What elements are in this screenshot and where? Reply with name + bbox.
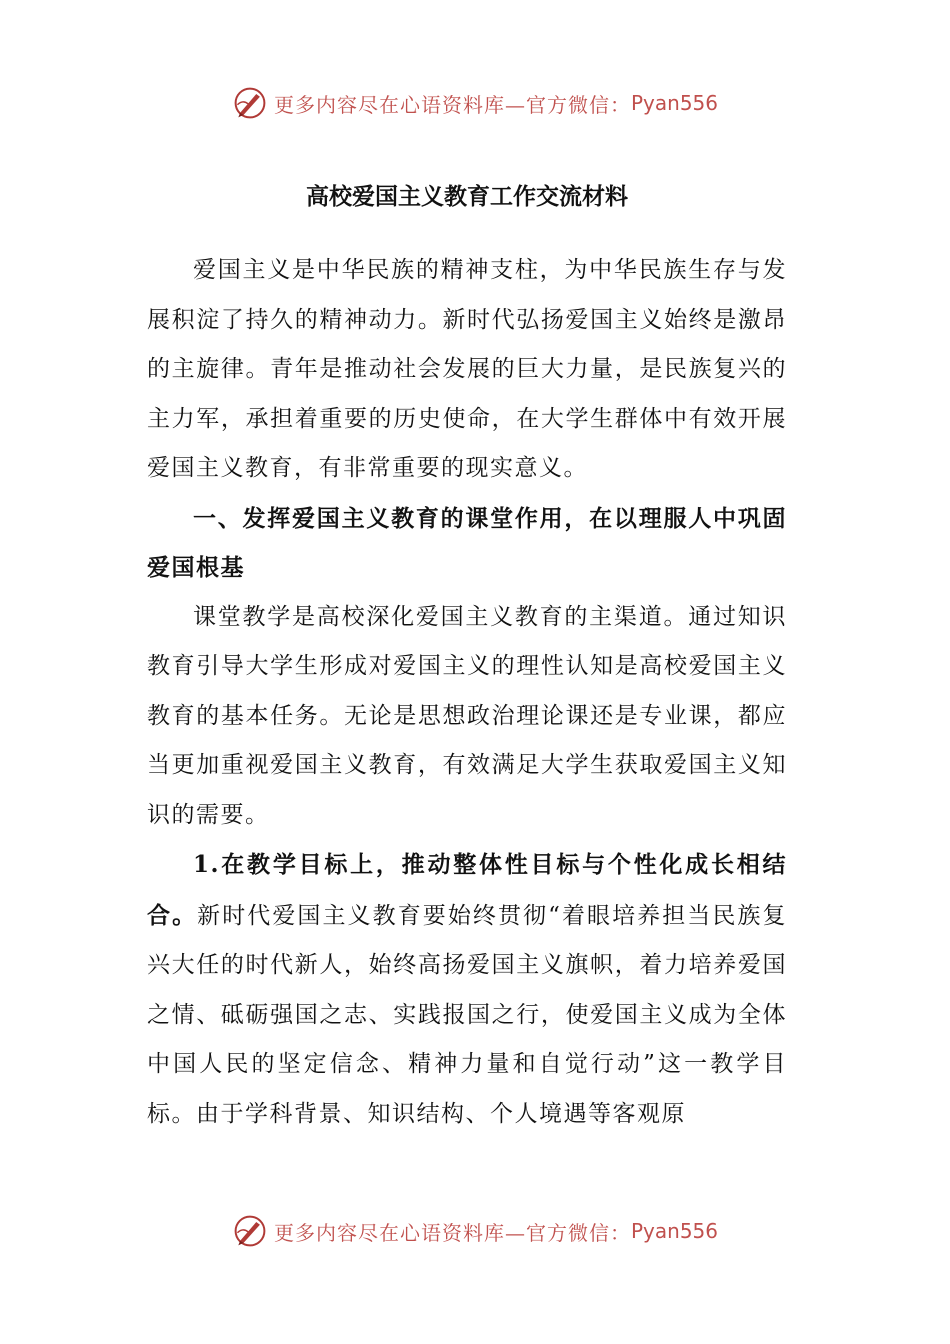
pen-logo-icon <box>232 85 268 121</box>
watermark-text: 更多内容尽在心语资料库—官方微信： <box>273 1220 631 1245</box>
header-watermark <box>0 78 950 128</box>
document-body <box>147 172 787 1139</box>
section-heading-1: 一、发挥爱国主义教育的课堂作用，在以理服人中巩固爱国根基 <box>147 504 787 581</box>
document-title: 高校爱国主义教育工作交流材料 <box>306 183 628 210</box>
watermark-text: 更多内容尽在心语资料库—官方微信： <box>273 92 631 117</box>
watermark-wechat-id: Pyan556 <box>630 91 718 115</box>
footer-watermark <box>0 1206 950 1256</box>
paragraph-intro: 爱国主义是中华民族的精神支柱，为中华民族生存与发展积淀了持久的精神动力。新时代弘扬爱国主义始终是激昂的主旋律。青年是推动社会发展的巨大力量，是民族复兴的主力军，承担着重要的历史使命，在大学生群体中有效开展爱国主义教育，有非常重要的现实意义。 <box>147 257 787 481</box>
paragraph-teaching-goal-body: 新时代爱国主义教育要始终贯彻“着眼培养担当民族复兴大任的时代新人，始终高扬爱国主义旗帜，着力培养爱国之情、砥砺强国之志、实践报国之行，使爱国主义成为全体中国人民的坚定信念、精神力量和自觉行动”这一教学目标。由于学科背景、知识结构、个人境遇等客观原 <box>147 902 787 1127</box>
pen-logo-icon <box>232 1213 268 1249</box>
subheading-teaching-goal: 1.在教学目标上，推动整体性目标与个性化成长相结合。 <box>147 851 787 929</box>
watermark-wechat-id: Pyan556 <box>630 1219 718 1243</box>
paragraph-teaching-goal <box>147 840 787 1139</box>
paragraph-classroom: 课堂教学是高校深化爱国主义教育的主渠道。通过知识教育引导大学生形成对爱国主义的理性认知是高校爱国主义教育的基本任务。无论是思想政治理论课还是专业课，都应当更加重视爱国主义教育，有效满足大学生获取爱国主义知识的需要。 <box>147 603 787 828</box>
